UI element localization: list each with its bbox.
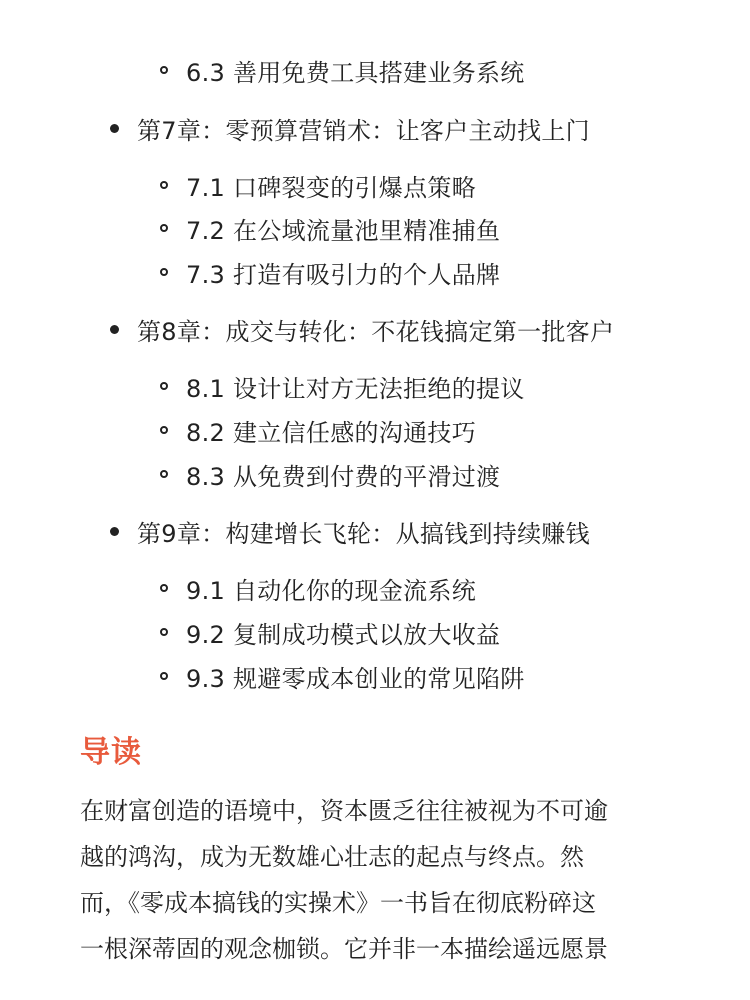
toc-section-text: 9.1 自动化你的现金流系统 xyxy=(186,576,476,605)
circle-bullet-icon xyxy=(160,584,168,592)
circle-bullet-icon xyxy=(160,181,168,189)
toc-chapter-9 xyxy=(110,511,590,551)
circle-bullet-icon xyxy=(160,66,168,74)
toc-chapter-text: 第9章：构建增长飞轮：从搞钱到持续赚钱 xyxy=(137,519,590,548)
toc-chapter-7 xyxy=(110,108,590,148)
toc-section-7-3 xyxy=(160,252,500,292)
toc-chapter-text: 第8章：成交与转化：不花钱搞定第一批客户 xyxy=(137,317,615,346)
intro-paragraph xyxy=(80,788,680,972)
toc-section-text: 7.1 口碑裂变的引爆点策略 xyxy=(186,173,476,202)
toc-section-text: 8.1 设计让对方无法拒绝的提议 xyxy=(186,374,525,403)
paragraph-line: 而，《零成本搞钱的实操术》一书旨在彻底粉碎这 xyxy=(80,889,596,917)
circle-bullet-icon xyxy=(160,628,168,636)
toc-section-text: 7.2 在公域流量池里精准捕鱼 xyxy=(186,216,501,245)
toc-section-6-3 xyxy=(160,50,525,90)
circle-bullet-icon xyxy=(160,672,168,680)
toc-section-8-3 xyxy=(160,454,500,494)
toc-section-9-1 xyxy=(160,568,476,608)
toc-section-text: 8.2 建立信任感的沟通技巧 xyxy=(186,418,476,447)
disc-bullet-icon xyxy=(110,527,119,536)
section-heading: 导读 xyxy=(80,735,142,770)
toc-section-text: 9.3 规避零成本创业的常见陷阱 xyxy=(186,664,525,693)
disc-bullet-icon xyxy=(110,325,119,334)
paragraph-line: 一根深蒂固的观念枷锁。它并非一本描绘遥远愿景 xyxy=(80,935,608,963)
toc-section-8-2 xyxy=(160,410,476,450)
circle-bullet-icon xyxy=(160,224,168,232)
circle-bullet-icon xyxy=(160,426,168,434)
disc-bullet-icon xyxy=(110,124,119,133)
circle-bullet-icon xyxy=(160,268,168,276)
toc-section-8-1 xyxy=(160,366,525,406)
toc-section-9-2 xyxy=(160,612,500,652)
toc-section-7-1 xyxy=(160,165,476,205)
paragraph-line: 在财富创造的语境中，资本匮乏往往被视为不可逾 xyxy=(80,797,608,825)
toc-chapter-8 xyxy=(110,309,614,349)
circle-bullet-icon xyxy=(160,470,168,478)
toc-section-7-2 xyxy=(160,208,500,248)
toc-section-text: 8.3 从免费到付费的平滑过渡 xyxy=(186,462,501,491)
toc-section-text: 9.2 复制成功模式以放大收益 xyxy=(186,620,501,649)
circle-bullet-icon xyxy=(160,382,168,390)
toc-section-text: 7.3 打造有吸引力的个人品牌 xyxy=(186,260,501,289)
toc-section-text: 6.3 善用免费工具搭建业务系统 xyxy=(186,58,525,87)
toc-chapter-text: 第7章：零预算营销术：让客户主动找上门 xyxy=(137,116,590,145)
toc-section-9-3 xyxy=(160,656,525,696)
paragraph-line: 越的鸿沟，成为无数雄心壮志的起点与终点。然 xyxy=(80,843,584,871)
